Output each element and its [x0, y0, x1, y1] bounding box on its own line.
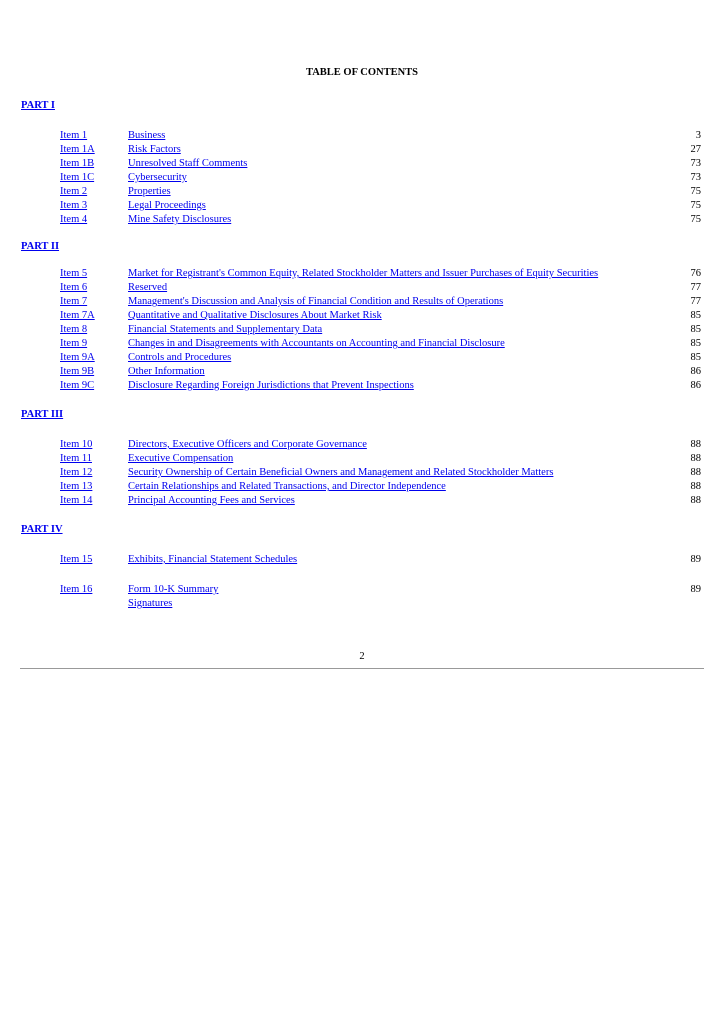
toc-item-title-link[interactable]: Changes in and Disagreements with Accountants on Accounting and Financial Disclosure — [128, 338, 505, 349]
toc-page-number: 77 — [690, 296, 701, 307]
toc-item-title-link[interactable]: Cybersecurity — [128, 172, 187, 183]
toc-item-number-link[interactable]: Item 10 — [60, 439, 93, 450]
toc-item-number-link[interactable]: Item 9 — [60, 338, 88, 349]
toc-item-title-link[interactable]: Market for Registrant's Common Equity, Related Stockholder Matters and Issuer Purchases of Equity Securities — [128, 268, 599, 279]
toc-item-number-link[interactable]: Item 7A — [60, 310, 95, 321]
toc-row — [0, 480, 724, 494]
toc-item-number-link[interactable]: Item 1 — [60, 130, 88, 141]
toc-row — [0, 129, 724, 143]
toc-row — [0, 494, 724, 508]
toc-item-number-link[interactable]: Item 15 — [60, 554, 93, 565]
toc-item-title-link[interactable]: Financial Statements and Supplementary Data — [128, 324, 323, 335]
page-title: TABLE OF CONTENTS — [305, 67, 419, 78]
toc-page-number: 75 — [690, 186, 701, 197]
toc-item-title-link[interactable]: Disclosure Regarding Foreign Jurisdictions that Prevent Inspections — [128, 380, 414, 391]
toc-page-number: 88 — [690, 481, 701, 492]
signatures-link[interactable]: Signatures — [128, 598, 173, 609]
toc-item-title-link[interactable]: Certain Relationships and Related Transactions, and Director Independence — [128, 481, 446, 492]
toc-row — [0, 379, 724, 393]
toc-item-title-link[interactable]: Risk Factors — [128, 144, 181, 155]
toc-row — [0, 337, 724, 351]
toc-item-number-link[interactable]: Item 4 — [60, 214, 88, 225]
toc-item-number-link[interactable]: Item 11 — [60, 453, 92, 464]
toc-item-title-link[interactable]: Legal Proceedings — [128, 200, 206, 211]
part-4-heading[interactable]: PART IV — [21, 524, 63, 535]
toc-item-number-link[interactable]: Item 1A — [60, 144, 95, 155]
toc-row — [0, 466, 724, 480]
toc-item-number-link[interactable]: Item 12 — [60, 467, 93, 478]
toc-row — [0, 185, 724, 199]
toc-page-number: 85 — [690, 352, 701, 363]
toc-row — [0, 438, 724, 452]
toc-item-number-link[interactable]: Item 7 — [60, 296, 88, 307]
toc-item-title-link[interactable]: Quantitative and Qualitative Disclosures About Market Risk — [128, 310, 382, 321]
toc-row — [0, 157, 724, 171]
toc-item-number-link[interactable]: Item 9C — [60, 380, 95, 391]
toc-item-title-link[interactable]: Management's Discussion and Analysis of Financial Condition and Results of Operations — [128, 296, 504, 307]
toc-page-number: 75 — [690, 214, 701, 225]
toc-item-title-link[interactable]: Business — [128, 130, 166, 141]
toc-page-number: 89 — [690, 554, 701, 565]
toc-item-number-link[interactable]: Item 5 — [60, 268, 88, 279]
part-2-heading[interactable]: PART II — [21, 241, 60, 252]
toc-page-number: 89 — [690, 584, 701, 595]
toc-item-number-link[interactable]: Item 3 — [60, 200, 88, 211]
toc-page-number: 88 — [690, 495, 701, 506]
toc-item-title-link[interactable]: Properties — [128, 186, 171, 197]
toc-page-number: 85 — [690, 324, 701, 335]
toc-row — [0, 295, 724, 309]
toc-item-number-link[interactable]: Item 1C — [60, 172, 95, 183]
toc-page-number: 3 — [695, 130, 701, 141]
toc-row — [0, 323, 724, 337]
toc-item-title-link[interactable]: Mine Safety Disclosures — [128, 214, 232, 225]
toc-item-title-link[interactable]: Unresolved Staff Comments — [128, 158, 248, 169]
toc-row — [0, 583, 724, 597]
toc-item-number-link[interactable]: Item 9B — [60, 366, 95, 377]
part-3-heading[interactable]: PART III — [21, 409, 64, 420]
toc-item-title-link[interactable]: Form 10-K Summary — [128, 584, 219, 595]
toc-row — [0, 452, 724, 466]
toc-page-number: 88 — [690, 453, 701, 464]
toc-item-number-link[interactable]: Item 13 — [60, 481, 93, 492]
toc-item-number-link[interactable]: Item 6 — [60, 282, 88, 293]
toc-row — [0, 199, 724, 213]
toc-page-number: 85 — [690, 338, 701, 349]
toc-page-number: 86 — [690, 366, 701, 377]
toc-row — [0, 213, 724, 227]
toc-row — [0, 351, 724, 365]
toc-row — [0, 143, 724, 157]
toc-row — [0, 309, 724, 323]
toc-item-number-link[interactable]: Item 16 — [60, 584, 93, 595]
toc-item-title-link[interactable]: Exhibits, Financial Statement Schedules — [128, 554, 298, 565]
toc-item-number-link[interactable]: Item 1B — [60, 158, 95, 169]
toc-page-number: 86 — [690, 380, 701, 391]
toc-item-number-link[interactable]: Item 9A — [60, 352, 95, 363]
page-number: 2 — [359, 651, 365, 662]
toc-item-title-link[interactable]: Directors, Executive Officers and Corporate Governance — [128, 439, 367, 450]
toc-row — [0, 171, 724, 185]
toc-item-title-link[interactable]: Controls and Procedures — [128, 352, 232, 363]
toc-row — [0, 281, 724, 295]
toc-item-title-link[interactable]: Other Information — [128, 366, 205, 377]
toc-item-number-link[interactable]: Item 2 — [60, 186, 88, 197]
toc-item-title-link[interactable]: Principal Accounting Fees and Services — [128, 495, 295, 506]
toc-page-number: 76 — [690, 268, 701, 279]
toc-page-number: 88 — [690, 467, 701, 478]
toc-item-title-link[interactable]: Executive Compensation — [128, 453, 234, 464]
toc-row — [0, 553, 724, 567]
part-1-heading[interactable]: PART I — [21, 100, 55, 111]
toc-item-number-link[interactable]: Item 8 — [60, 324, 88, 335]
toc-item-title-link[interactable]: Security Ownership of Certain Beneficial Owners and Management and Related Stockholder Matters — [128, 467, 554, 478]
toc-page-number: 73 — [690, 158, 701, 169]
toc-page-number: 85 — [690, 310, 701, 321]
toc-page-number: 88 — [690, 439, 701, 450]
toc-page-number: 75 — [690, 200, 701, 211]
toc-row — [0, 597, 724, 611]
toc-page-number: 77 — [690, 282, 701, 293]
toc-page-number: 27 — [690, 144, 701, 155]
toc-row — [0, 267, 724, 281]
toc-item-title-link[interactable]: Reserved — [128, 282, 168, 293]
toc-row — [0, 365, 724, 379]
page-divider — [20, 668, 704, 669]
toc-page-number: 73 — [690, 172, 701, 183]
toc-item-number-link[interactable]: Item 14 — [60, 495, 93, 506]
